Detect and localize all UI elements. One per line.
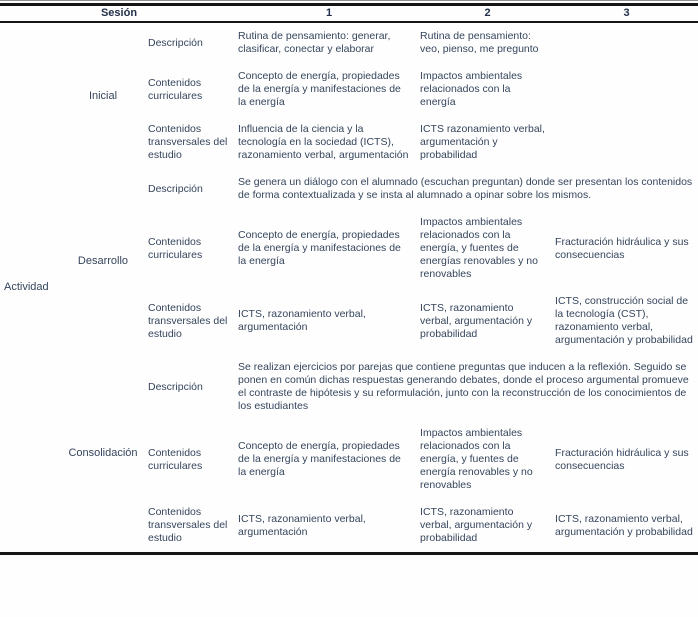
cell-inicial-trans-s1: Influencia de la ciencia y la tecnología en la sociedad (ICTS), razonamiento verbal, argumentación: [238, 123, 409, 161]
phase-inicial: Inicial: [88, 89, 118, 102]
label-descripcion: Descripción: [148, 182, 203, 195]
cell-desarrollo-trans-s1: ICTS, razonamiento verbal, argumentación: [238, 308, 366, 333]
cell-inicial-trans-s2: ICTS razonamiento verbal, argumentación y probabilidad: [420, 123, 545, 161]
cell-desarrollo-curr-s2: Impactos ambientales relacionados con la energía, y fuentes de energías renovables y no renovables: [420, 216, 538, 280]
cell-inicial-curr-s3: [555, 63, 698, 116]
cell-consolidacion-curr-s1: Concepto de energía, propiedades de la energía y manifestaciones de la energía: [238, 440, 401, 478]
cell-desarrollo-trans-s2: ICTS, razonamiento verbal, argumentación y probabilidad: [420, 301, 533, 340]
cell-inicial-curr-s1: Concepto de energía, propiedades de la energía y manifestaciones de la energía: [238, 70, 401, 108]
header-session-3: 3: [555, 6, 698, 22]
cell-consolidacion-curr-s2: Impactos ambientales relacionados con la energía, y fuentes de energía renovables y no renovables: [420, 427, 533, 491]
label-contenidos-transversales: Contenidos transversales del estudio: [148, 506, 228, 544]
cell-inicial-desc-s2: Rutina de pensamiento: veo, pienso, me pregunto: [420, 30, 539, 55]
cell-consolidacion-trans-s1: ICTS, razonamiento verbal, argumentación: [238, 512, 366, 538]
cell-desarrollo-curr-s3: Fracturación hidráulica y sus consecuencias: [555, 235, 689, 261]
activity-label: Actividad: [4, 281, 49, 293]
label-contenidos-curriculares: Contenidos curriculares: [148, 76, 203, 102]
sessions-table: [0, 6, 698, 555]
cell-consolidacion-desc-span: Se realizan ejercicios por parejas que contiene preguntas que inducen a la reflexión. Seguido se ponen en común dichas respuestas generando debates, donde el proceso argumental promueve el contraste de hipótesis y su reformulación, junto con la reconstrucción de los conocimientos de los estudiantes: [238, 361, 689, 412]
header-row: [0, 6, 698, 22]
phase-desarrollo: Desarrollo: [77, 255, 129, 267]
row-desarrollo-descripcion: [0, 169, 698, 209]
cell-inicial-curr-s2: Impactos ambientales relacionados con la energía: [420, 70, 523, 108]
phase-consolidacion: Consolidación: [68, 446, 138, 459]
label-contenidos-transversales: Contenidos transversales del estudio: [148, 301, 228, 340]
header-sesion: Sesión: [0, 6, 238, 22]
cell-desarrollo-desc-span: Se genera un diálogo con el alumnado (escuchan preguntan) donde ser presentan los contenidos de forma contextualizada y se insta al alumnado a opinar sobre los mismos.: [238, 176, 693, 201]
cell-inicial-trans-s3: [555, 116, 698, 169]
header-session-2: 2: [420, 6, 555, 22]
label-contenidos-transversales: Contenidos transversales del estudio: [148, 123, 228, 161]
label-descripcion: Descripción: [148, 36, 203, 49]
label-descripcion: Descripción: [148, 380, 203, 393]
table-header: [0, 6, 698, 22]
cell-consolidacion-trans-s2: ICTS, razonamiento verbal, argumentación y probabilidad: [420, 506, 533, 544]
cell-desarrollo-curr-s1: Concepto de energía, propiedades de la energía y manifestaciones de la energía: [238, 229, 401, 267]
cell-desarrollo-trans-s3: ICTS, construcción social de la tecnología (CST), razonamiento verbal, argumentación y probabilidad: [555, 295, 693, 346]
cell-consolidacion-trans-s3: ICTS, razonamiento verbal, argumentación y probabilidad: [555, 512, 693, 538]
table-body: [0, 22, 698, 554]
cell-consolidacion-curr-s3: Fracturación hidráulica y sus consecuencias: [555, 446, 689, 472]
label-contenidos-curriculares: Contenidos curriculares: [148, 446, 203, 472]
label-contenidos-curriculares: Contenidos curriculares: [148, 235, 203, 261]
row-inicial-descripcion: [0, 22, 698, 63]
cell-inicial-desc-s1: Rutina de pensamiento: generar, clasificar, conectar y elaborar: [238, 30, 391, 55]
cell-inicial-desc-s3: [555, 22, 698, 63]
header-session-1: 1: [238, 6, 420, 22]
row-consolidacion-descripcion: [0, 354, 698, 420]
